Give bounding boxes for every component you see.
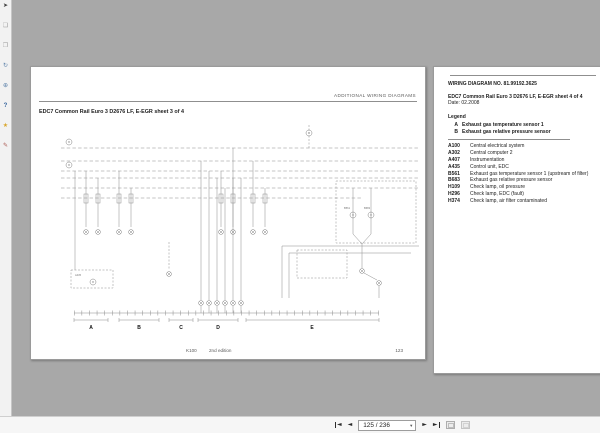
legend-top-item — [448, 122, 600, 129]
legend-sheet-title: EDC7 Common Rail Euro 3 D2676 LF, E-EGR sheet 4 of 4 — [448, 94, 583, 100]
legend-item-desc: Check lamp, EDC (fault) — [470, 191, 524, 198]
first-page-bar-icon — [335, 422, 336, 428]
tool-sidebar — [0, 0, 12, 416]
page-number-value: 125 / 236 — [363, 421, 390, 429]
last-page-bar-icon — [439, 422, 440, 428]
highlight-tool-icon[interactable]: ★ — [2, 123, 9, 129]
legend-item — [448, 157, 600, 164]
pointer-tool-icon[interactable]: ➤ — [2, 3, 9, 9]
page-right-legend — [433, 66, 600, 374]
wiring-diagram-number: WIRING DIAGRAM NO. 81.99192.3625 — [448, 81, 537, 87]
bottom-toolbar — [0, 416, 600, 433]
legend-item-key: H374 — [448, 198, 460, 205]
last-page-arrow-icon: ► — [432, 421, 438, 428]
section-label-e: E — [310, 325, 314, 331]
section-label-b: B — [137, 325, 141, 331]
legend-item-key: A100 — [448, 143, 460, 149]
annotate-tool-icon[interactable]: ✎ — [2, 143, 9, 149]
legend-item-key: A435 — [448, 163, 460, 170]
page-navigation — [335, 419, 470, 431]
legend-item-desc: Control unit, EDC — [470, 163, 509, 170]
legend-item-key: H296 — [448, 191, 460, 198]
legend-item — [448, 191, 600, 198]
page-left-diagram — [30, 66, 426, 360]
legend-item-desc: Exhaust gas temperature sensor 1 (upstream of filter) — [470, 170, 589, 177]
legend-item — [448, 184, 600, 191]
legend-item-desc: Central electrical system — [470, 143, 525, 149]
date-line: Date: 02.2008 — [448, 100, 480, 106]
legend-item-desc: Check lamp, air filter contaminated — [470, 198, 547, 205]
pages-panel-icon[interactable]: ❐ — [2, 43, 9, 49]
section-label-d: D — [216, 325, 220, 331]
legend-item-desc: Instrumentation — [470, 156, 505, 163]
legend-top-key: B — [454, 129, 458, 135]
legend-item-desc: Exhaust gas relative pressure sensor — [470, 177, 553, 184]
legend-item — [448, 150, 600, 157]
legend-item — [448, 164, 600, 171]
label-b683: B683 — [364, 207, 371, 210]
legend-item — [448, 143, 600, 150]
legend-item-key: H109 — [448, 184, 460, 191]
legend-top-item — [448, 129, 600, 136]
legend-item-key: B683 — [448, 177, 460, 184]
legend-separator — [448, 139, 570, 140]
legend-top-desc: Exhaust gas temperature sensor 1 — [462, 122, 544, 128]
header-rule — [39, 101, 417, 102]
rotate-tool-icon[interactable]: ↻ — [2, 63, 9, 69]
page-dropdown-arrow-icon[interactable]: ▼ — [409, 422, 414, 428]
legend-item — [448, 177, 600, 184]
first-page-button[interactable] — [335, 422, 342, 428]
previous-page-button[interactable] — [348, 422, 353, 428]
legend-item-key: A407 — [448, 156, 460, 163]
legend-heading: Legend — [448, 114, 466, 120]
page-number-input[interactable] — [358, 420, 416, 431]
last-page-button[interactable] — [433, 422, 440, 428]
snapshot-tool-icon[interactable]: ❏ — [2, 23, 9, 29]
document-workspace[interactable] — [12, 0, 600, 416]
label-a435: A435 — [75, 274, 82, 277]
chapter-header: ADDITIONAL WIRING DIAGRAMS — [334, 93, 416, 98]
first-page-arrow-icon: ◄ — [337, 421, 342, 428]
diagram-sheet-title: EDC7 Common Rail Euro 3 D2676 LF, E-EGR sheet 3 of 4 — [39, 109, 184, 115]
pan-tool-icon[interactable]: ⊕ — [2, 83, 9, 89]
next-page-button[interactable] — [422, 422, 427, 428]
top-rule — [450, 75, 596, 76]
legend-body — [448, 81, 600, 205]
section-label-c: C — [179, 325, 183, 331]
legend-item-key: A302 — [448, 149, 460, 156]
footer-book-code: K100 — [186, 348, 197, 353]
next-page-arrow-icon: ► — [422, 421, 427, 428]
wiring-schematic — [31, 122, 427, 347]
legend-top-key: A — [454, 122, 458, 128]
footer-page-number: 123 — [395, 348, 403, 353]
help-tool-icon[interactable]: ? — [3, 103, 8, 109]
previous-page-arrow-icon: ◄ — [347, 421, 353, 428]
previous-view-button[interactable] — [446, 421, 455, 429]
footer-edition: 2nd edition — [209, 348, 232, 353]
section-label-a: A — [89, 325, 93, 331]
legend-top-desc: Exhaust gas relative pressure sensor — [462, 129, 551, 135]
legend-item-key: B561 — [448, 170, 460, 177]
legend-item — [448, 198, 600, 205]
label-b561: B561 — [344, 207, 351, 210]
legend-item-desc: Check lamp, oil pressure — [470, 184, 526, 191]
next-view-button[interactable] — [461, 421, 470, 429]
legend-item-desc: Central computer 2 — [470, 149, 513, 156]
legend-item — [448, 171, 600, 178]
